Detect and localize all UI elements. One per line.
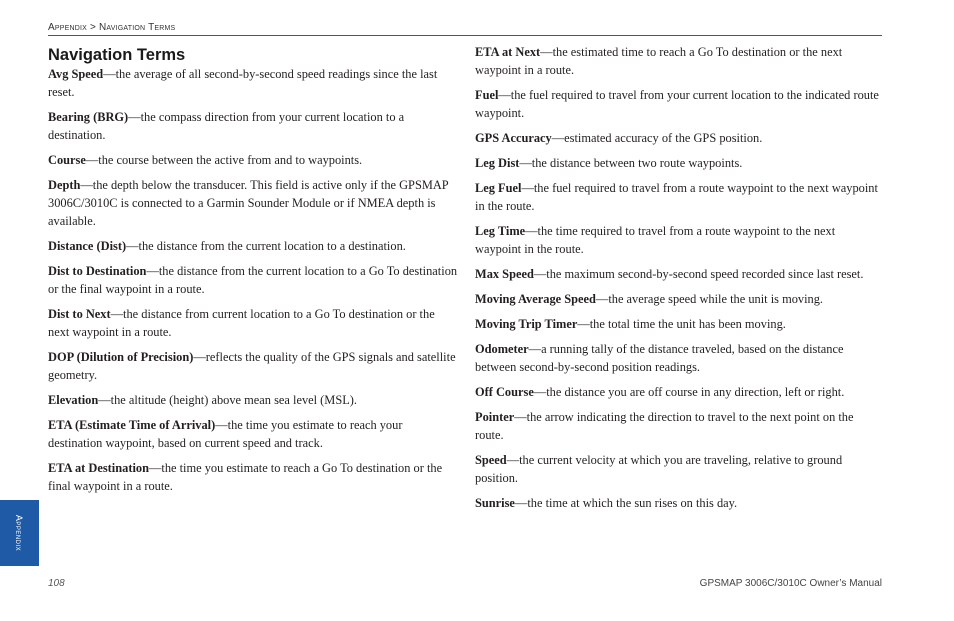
term-entry <box>475 86 883 122</box>
term-name: ETA (Estimate Time of Arrival) <box>48 418 216 432</box>
left-term-list <box>48 65 458 495</box>
term-definition: —the course between the active from and to waypoints. <box>85 153 363 167</box>
term-definition: —the time you estimate to reach a Go To destination or the final waypoint in a route. <box>48 461 443 493</box>
term-name: Bearing (BRG) <box>48 110 129 124</box>
term-name: Leg Time <box>475 224 526 238</box>
term-definition: —the distance you are off course in any direction, left or right. <box>533 385 845 399</box>
term-name: Max Speed <box>475 267 534 281</box>
term-entry <box>48 305 458 341</box>
term-definition: —the arrow indicating the direction to travel to the next point on the route. <box>475 410 854 442</box>
term-name: Elevation <box>48 393 99 407</box>
term-definition: —the distance from the current location to a destination. <box>126 239 406 253</box>
term-entry <box>475 408 883 444</box>
term-definition: —the fuel required to travel from your current location to the indicated route waypoint. <box>475 88 879 120</box>
term-name: Dist to Destination <box>48 264 147 278</box>
term-name: DOP (Dilution of Precision) <box>48 350 194 364</box>
term-entry <box>48 348 458 384</box>
term-entry <box>475 43 883 79</box>
side-tab-label: Appendix <box>14 514 25 552</box>
term-definition: —reflects the quality of the GPS signals and satellite geometry. <box>48 350 456 382</box>
term-definition: —the total time the unit has been moving. <box>577 317 786 331</box>
term-entry <box>475 179 883 215</box>
term-name: Off Course <box>475 385 534 399</box>
term-name: Pointer <box>475 410 515 424</box>
term-definition: —estimated accuracy of the GPS position. <box>551 131 763 145</box>
right-term-list <box>475 43 883 512</box>
term-name: Sunrise <box>475 496 515 510</box>
term-name: Distance (Dist) <box>48 239 127 253</box>
term-definition: —a running tally of the distance traveled, based on the distance between second-by-second position readings. <box>475 342 844 374</box>
term-definition: —the estimated time to reach a Go To destination or the next waypoint in a route. <box>475 45 843 77</box>
term-name: Course <box>48 153 86 167</box>
term-entry <box>48 176 458 230</box>
term-entry <box>475 340 883 376</box>
term-name: GPS Accuracy <box>475 131 552 145</box>
term-entry <box>475 451 883 487</box>
page-number: 108 <box>48 578 65 589</box>
term-definition: —the fuel required to travel from a route waypoint to the next waypoint in the route. <box>475 181 878 213</box>
term-definition: —the distance from current location to a Go To destination or the next waypoint in a route. <box>48 307 435 339</box>
term-name: ETA at Destination <box>48 461 149 475</box>
left-column <box>48 43 458 502</box>
term-name: Speed <box>475 453 507 467</box>
term-definition: —the depth below the transducer. This field is active only if the GPSMAP 3006C/3010C is connected to a Garmin Sounder Module or if NMEA depth is available. <box>48 178 449 228</box>
term-name: Fuel <box>475 88 499 102</box>
term-entry <box>475 154 883 172</box>
term-definition: —the compass direction from your current location to a destination. <box>48 110 405 142</box>
term-entry <box>48 416 458 452</box>
term-name: Moving Average Speed <box>475 292 596 306</box>
term-name: Leg Dist <box>475 156 520 170</box>
term-name: Odometer <box>475 342 529 356</box>
term-entry <box>475 290 883 308</box>
term-entry <box>48 262 458 298</box>
term-definition: —the distance between two route waypoints. <box>519 156 743 170</box>
term-entry <box>48 237 458 255</box>
right-column <box>475 43 883 519</box>
appendix-side-tab[interactable] <box>0 500 39 566</box>
term-name: Moving Trip Timer <box>475 317 578 331</box>
term-definition: —the distance from the current location to a Go To destination or the final waypoint in a route. <box>48 264 458 296</box>
term-entry <box>48 65 458 101</box>
term-entry <box>475 129 883 147</box>
term-name: Avg Speed <box>48 67 104 81</box>
term-entry <box>48 459 458 495</box>
manual-title: GPSMAP 3006C/3010C Owner’s Manual <box>699 578 882 589</box>
term-entry <box>475 315 883 333</box>
term-entry <box>475 494 883 512</box>
term-name: Leg Fuel <box>475 181 522 195</box>
term-entry <box>48 108 458 144</box>
section-title: Navigation Terms <box>48 46 186 64</box>
term-entry <box>48 151 458 169</box>
term-name: Depth <box>48 178 81 192</box>
term-entry <box>475 383 883 401</box>
term-entry <box>475 265 883 283</box>
term-definition: —the time at which the sun rises on this day. <box>514 496 738 510</box>
term-entry <box>475 222 883 258</box>
term-name: Dist to Next <box>48 307 111 321</box>
term-definition: —the altitude (height) above mean sea level (MSL). <box>98 393 358 407</box>
term-definition: —the average speed while the unit is moving. <box>595 292 824 306</box>
breadcrumb: Appendix > Navigation Terms <box>48 22 176 33</box>
term-definition: —the time you estimate to reach your destination waypoint, based on current speed and track. <box>48 418 403 450</box>
term-definition: —the time required to travel from a route waypoint to the next waypoint in the route. <box>475 224 836 256</box>
header-divider <box>48 35 882 36</box>
term-definition: —the current velocity at which you are traveling, relative to ground position. <box>475 453 843 485</box>
term-definition: —the maximum second-by-second speed recorded since last reset. <box>533 267 864 281</box>
term-name: ETA at Next <box>475 45 541 59</box>
term-definition: —the average of all second-by-second speed readings since the last reset. <box>48 67 438 99</box>
term-entry <box>48 391 458 409</box>
